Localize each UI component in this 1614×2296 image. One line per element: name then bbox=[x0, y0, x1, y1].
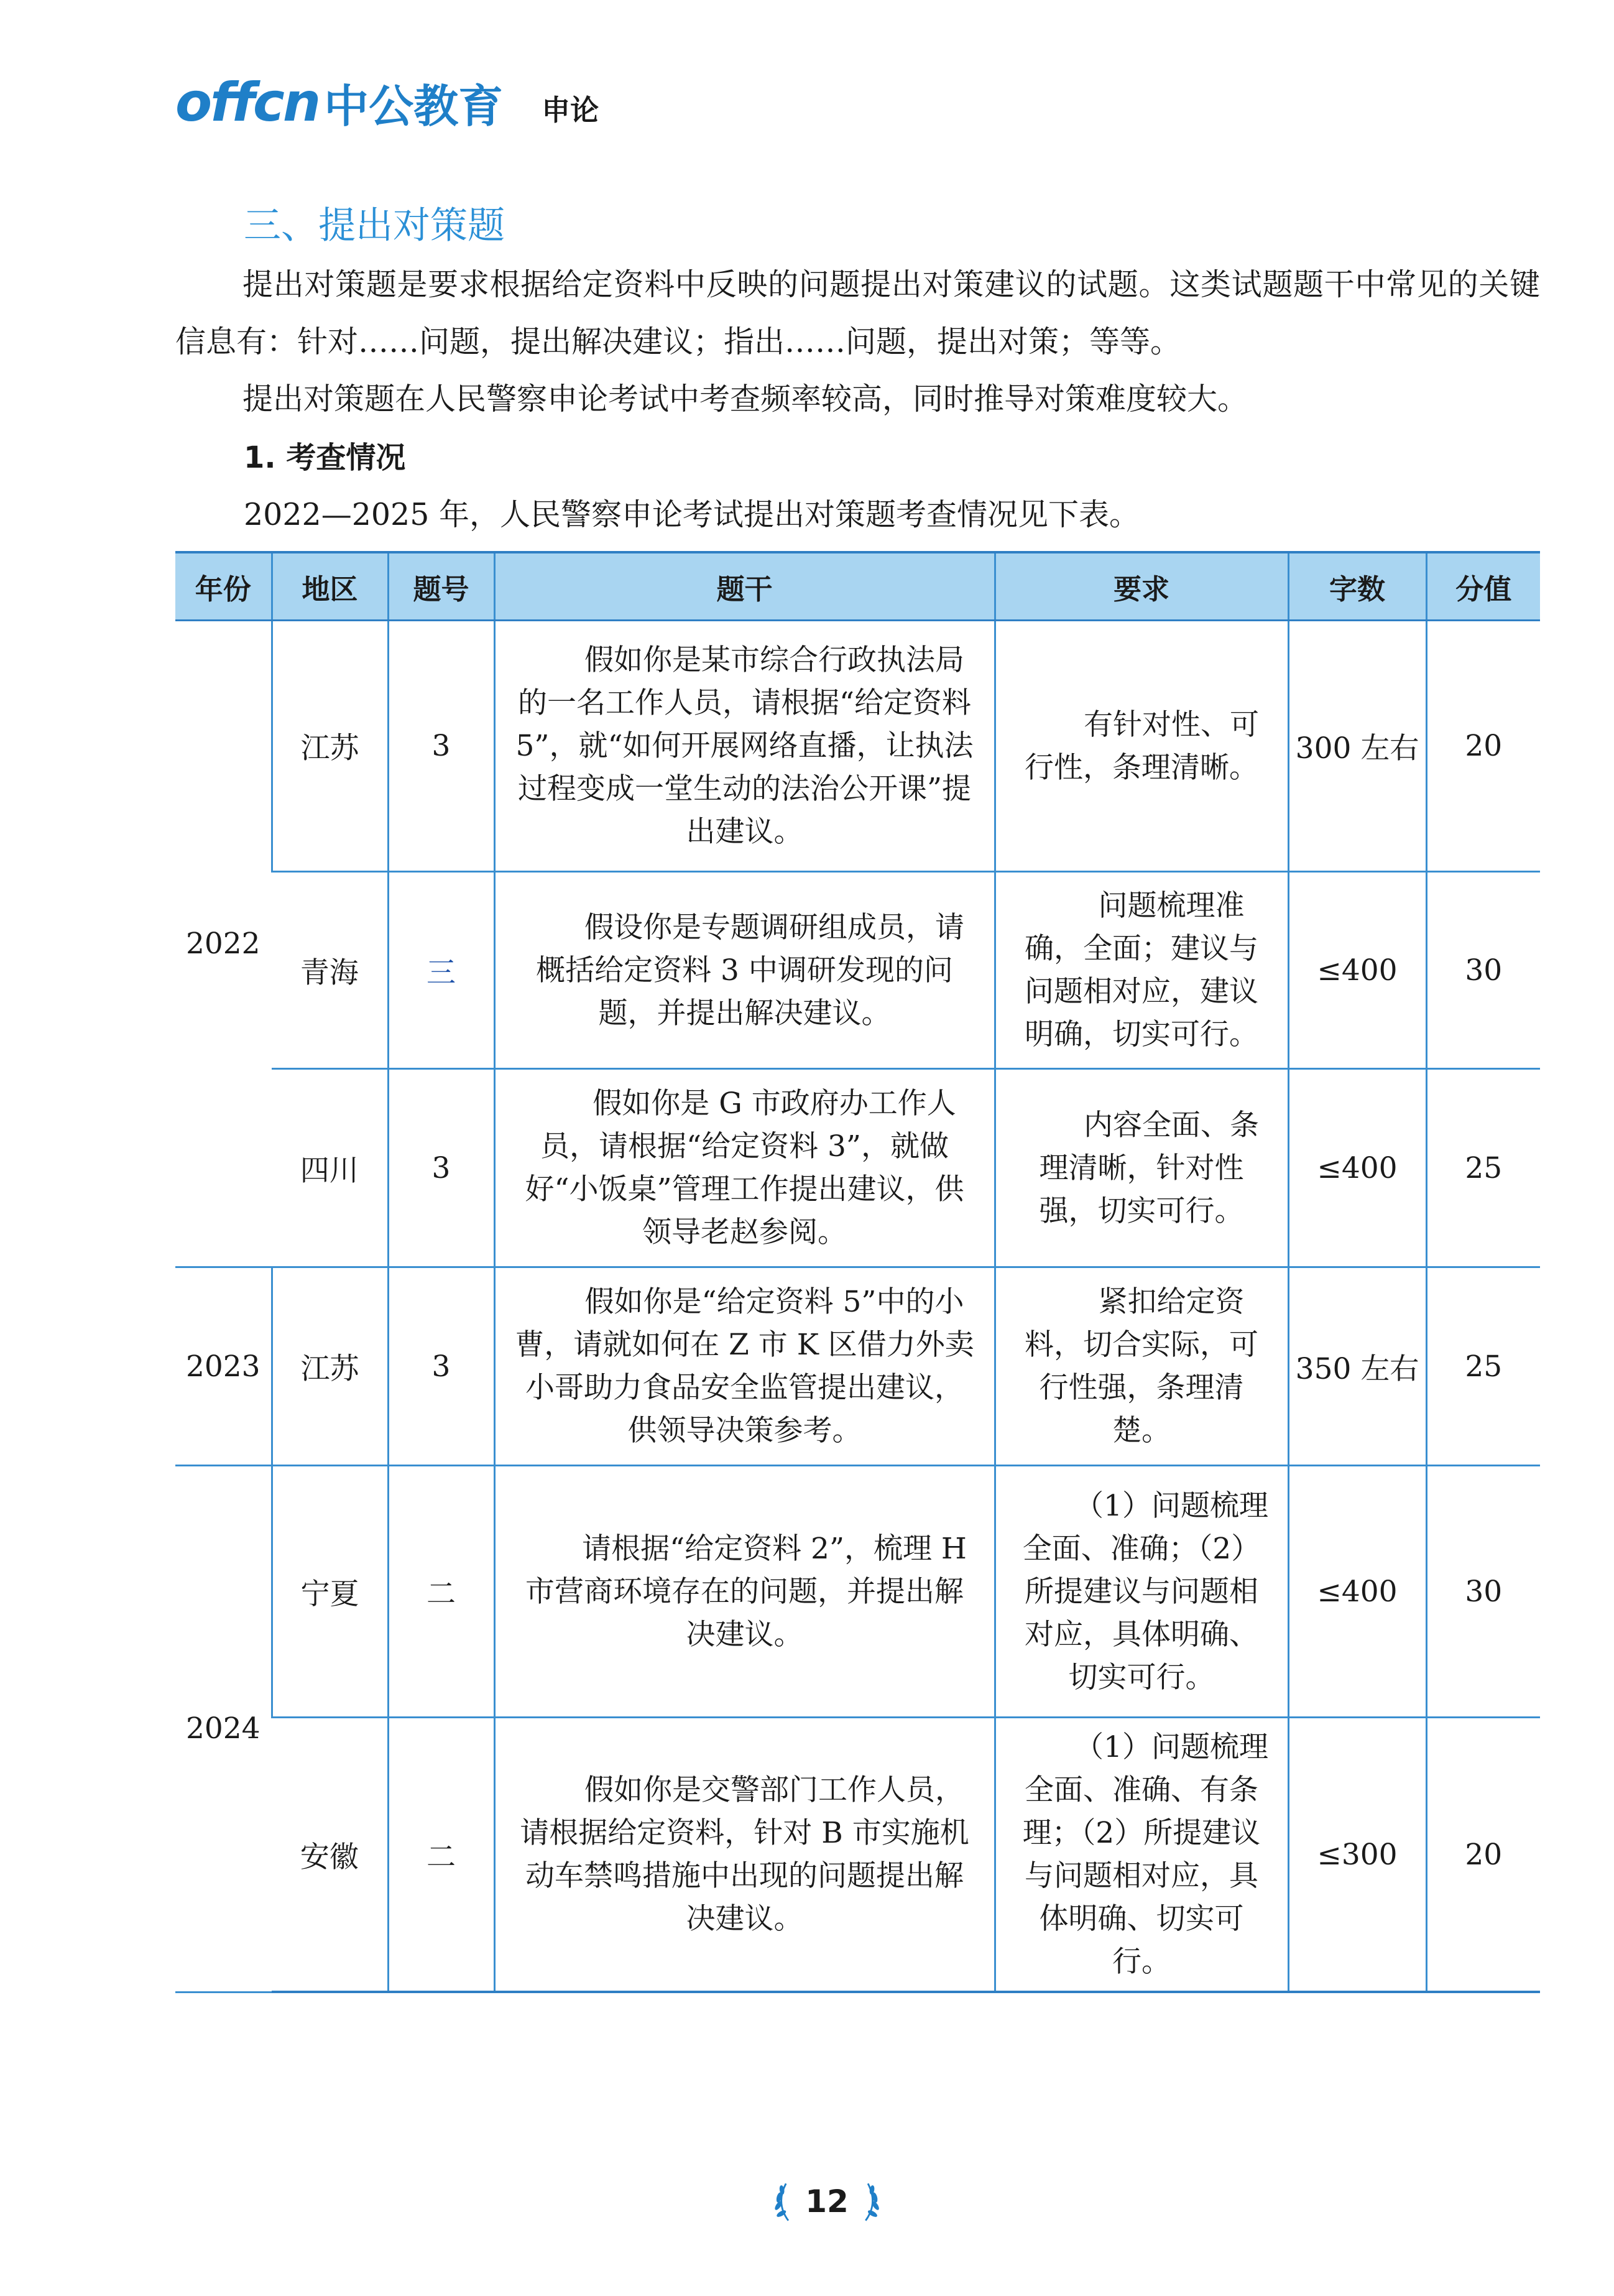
requirement-text: 问题梳理准确，全面；建议与问题相对应，建议明确，切实可行。 bbox=[1025, 889, 1258, 1052]
stem-cell bbox=[494, 1718, 995, 1993]
requirement-text: 紧扣给定资料，切合实际，可行性强，条理清楚。 bbox=[1025, 1285, 1258, 1448]
region-cell: 江苏 bbox=[272, 1267, 388, 1466]
region-cell: 安徽 bbox=[272, 1718, 388, 1993]
year-cell: 2023 bbox=[175, 1267, 272, 1466]
requirement-text: 内容全面、条理清晰，针对性强，切实可行。 bbox=[1039, 1108, 1259, 1228]
header-region: 地区 bbox=[272, 552, 388, 621]
word-count-cell: ≤400 bbox=[1288, 1466, 1426, 1718]
subheading-exam-situation: 1. 考查情况 bbox=[244, 440, 406, 475]
score-cell: 25 bbox=[1426, 1267, 1540, 1466]
word-count-cell: ≤300 bbox=[1288, 1718, 1426, 1993]
stem-text: 假如你是交警部门工作人员，请根据给定资料，针对 B 市实施机动车禁鸣措施中出现的问题提出解决建议。 bbox=[520, 1773, 969, 1936]
subject-label: 申论 bbox=[542, 93, 599, 127]
header-question-number: 题号 bbox=[388, 552, 494, 621]
stem-cell bbox=[494, 872, 995, 1069]
requirement-cell bbox=[995, 1466, 1288, 1718]
table-row bbox=[175, 1069, 1540, 1267]
requirement-text: （1）问题梳理全面、准确；（2）所提建议与问题相对应，具体明确、切实可行。 bbox=[1022, 1488, 1268, 1695]
score-cell: 30 bbox=[1426, 872, 1540, 1069]
stem-text: 假如你是“给定资料 5”中的小曹，请就如何在 Z 市 K 区借力外卖小哥助力食品安全监管提出建议，供领导决策参考。 bbox=[515, 1285, 974, 1448]
requirement-text: 有针对性、可行性，条理清晰。 bbox=[1025, 707, 1259, 785]
requirement-cell bbox=[995, 1267, 1288, 1466]
table-row bbox=[175, 621, 1540, 872]
requirement-cell bbox=[995, 872, 1288, 1069]
table-row bbox=[175, 1718, 1540, 1993]
header-word-count: 字数 bbox=[1288, 552, 1426, 621]
stem-text: 假设你是专题调研组成员，请概括给定资料 3 中调研发现的问题，并提出解决建议。 bbox=[536, 910, 964, 1030]
score-cell: 20 bbox=[1426, 621, 1540, 872]
region-cell: 宁夏 bbox=[272, 1466, 388, 1718]
region-cell: 青海 bbox=[272, 872, 388, 1069]
stem-cell bbox=[494, 1069, 995, 1267]
exam-table bbox=[175, 551, 1540, 1993]
word-count-cell: ≤400 bbox=[1288, 1069, 1426, 1267]
year-cell: 2024 bbox=[175, 1466, 272, 1993]
word-count-cell: ≤400 bbox=[1288, 872, 1426, 1069]
page-footer bbox=[771, 2177, 883, 2226]
stem-cell bbox=[494, 621, 995, 872]
header-year: 年份 bbox=[175, 552, 272, 621]
page-number: 12 bbox=[805, 2183, 849, 2220]
word-count-cell: 300 左右 bbox=[1288, 621, 1426, 872]
qnum-cell: 二 bbox=[388, 1466, 494, 1718]
qnum-cell: 3 bbox=[388, 621, 494, 872]
stem-text: 假如你是某市综合行政执法局的一名工作人员，请根据“给定资料5”，就“如何开展网络直播，让执法过程变成一堂生动的法治公开课”提出建议。 bbox=[515, 643, 974, 849]
region-cell: 四川 bbox=[272, 1069, 388, 1267]
table-header-row bbox=[175, 552, 1540, 621]
stem-text: 假如你是 G 市政府办工作人员，请根据“给定资料 3”，就做好“小饭桌”管理工作提出建议，供领导老赵参阅。 bbox=[525, 1086, 964, 1249]
header-requirement: 要求 bbox=[995, 552, 1288, 621]
region-cell: 江苏 bbox=[272, 621, 388, 872]
table-intro-paragraph: 2022—2025 年，人民警察申论考试提出对策题考查情况见下表。 bbox=[244, 497, 1140, 532]
word-count-cell: 350 左右 bbox=[1288, 1267, 1426, 1466]
qnum-cell: 三 bbox=[388, 872, 494, 1069]
score-cell: 25 bbox=[1426, 1069, 1540, 1267]
year-cell: 2022 bbox=[175, 621, 272, 1267]
table-row bbox=[175, 1267, 1540, 1466]
frequency-paragraph: 提出对策题在人民警察申论考试中考查频率较高，同时推导对策难度较大。 bbox=[242, 381, 1248, 417]
table-row bbox=[175, 872, 1540, 1069]
qnum-cell: 3 bbox=[388, 1267, 494, 1466]
logo-chinese: 中公教育 bbox=[324, 80, 504, 132]
qnum-cell: 3 bbox=[388, 1069, 494, 1267]
requirement-text: （1）问题梳理全面、准确、有条理；（2）所提建议与问题相对应，具体明确、切实可行。 bbox=[1022, 1730, 1268, 1979]
qnum-cell: 二 bbox=[388, 1718, 494, 1993]
section-title: 三、提出对策题 bbox=[244, 204, 505, 248]
requirement-cell bbox=[995, 1718, 1288, 1993]
header-score: 分值 bbox=[1426, 552, 1540, 621]
intro-paragraph: 提出对策题是要求根据给定资料中反映的问题提出对策建议的试题。这类试题题干中常见的关键信息有：针对……问题，提出解决建议；指出……问题，提出对策；等等。 bbox=[175, 267, 1540, 359]
requirement-cell bbox=[995, 1069, 1288, 1267]
header-question-stem: 题干 bbox=[494, 552, 995, 621]
score-cell: 30 bbox=[1426, 1466, 1540, 1718]
laurel-right-icon bbox=[860, 2178, 883, 2224]
stem-text: 请根据“给定资料 2”，梳理 H 市营商环境存在的问题，并提出解决建议。 bbox=[525, 1531, 967, 1652]
laurel-left-icon bbox=[771, 2178, 794, 2224]
requirement-cell bbox=[995, 621, 1288, 872]
offcn-logo: offcn bbox=[175, 72, 320, 134]
stem-cell bbox=[494, 1267, 995, 1466]
page-header bbox=[175, 68, 599, 137]
score-cell: 20 bbox=[1426, 1718, 1540, 1993]
table-row bbox=[175, 1466, 1540, 1718]
stem-cell bbox=[494, 1466, 995, 1718]
